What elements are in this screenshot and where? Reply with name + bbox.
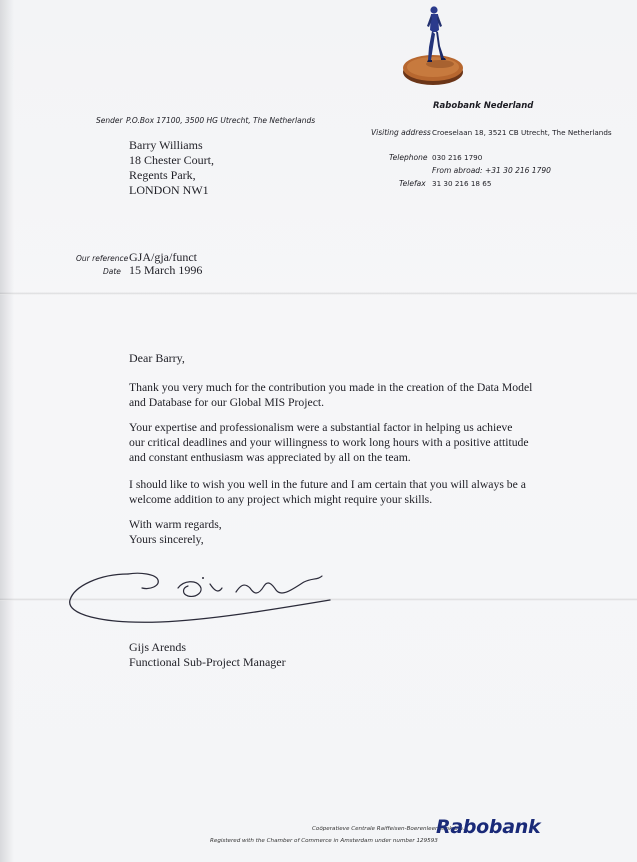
paragraph-line: and Database for our Global MIS Project. (129, 396, 325, 409)
paragraph-line: I should like to wish you well in the future and I am certain that you will always be a (129, 478, 526, 491)
paragraph-line: Your expertise and professionalism were a substantial factor in helping us achieve (129, 421, 513, 434)
recipient-address-line: 18 Chester Court, (129, 153, 214, 167)
visiting-address-label: Visiting address (371, 128, 431, 137)
paragraph-line: welcome addition to any project which might require your skills. (129, 493, 433, 506)
signatory-name: Gijs Arends (129, 640, 186, 654)
recipient-city: LONDON NW1 (129, 183, 209, 197)
date-label: Date (103, 267, 121, 276)
paragraph-3 (129, 477, 599, 507)
closing-line: Yours sincerely, (129, 533, 204, 546)
footer-registration: Registered with the Chamber of Commerce in Amsterdam under number 129593 (210, 838, 438, 844)
paragraph-1 (129, 380, 599, 410)
our-reference-label: Our reference (76, 254, 129, 263)
paragraph-line: our critical deadlines and your willingness to work long hours with a positive attitude (129, 436, 529, 449)
closing (129, 517, 599, 547)
telefax-label: Telefax (399, 179, 426, 188)
paragraph-line: and constant enthusiasm was appreciated by all on the team. (129, 451, 411, 464)
telephone-label: Telephone (389, 153, 428, 162)
recipient-name: Barry Williams (129, 138, 203, 152)
telephone-abroad: From abroad: +31 30 216 1790 (432, 166, 551, 175)
date-value: 15 March 1996 (129, 263, 203, 277)
fold-line-upper (0, 292, 637, 295)
paragraph-2 (129, 420, 599, 465)
rabobank-sculpture-logo (398, 2, 470, 90)
telephone-number: 030 216 1790 (432, 153, 483, 162)
bank-name: Rabobank Nederland (433, 101, 534, 111)
telefax-number: 31 30 216 18 65 (432, 179, 492, 188)
signatory-title: Functional Sub-Project Manager (129, 655, 286, 669)
handwritten-signature (60, 560, 340, 630)
footer-rabobank-logo: Rabobank (436, 816, 541, 838)
sender-label: Sender (96, 116, 123, 125)
sender-address: P.O.Box 17100, 3500 HG Utrecht, The Netherlands (126, 116, 316, 125)
our-reference-value: GJA/gja/funct (129, 250, 197, 264)
closing-line: With warm regards, (129, 518, 222, 531)
paragraph-line: Thank you very much for the contribution you made in the creation of the Data Model (129, 381, 533, 394)
recipient-address-line: Regents Park, (129, 168, 196, 182)
visiting-address: Croeselaan 18, 3521 CB Utrecht, The Netherlands (432, 128, 612, 137)
salutation: Dear Barry, (129, 351, 185, 365)
footer-legal-name: Coöperatieve Centrale Raiffeisen-Boerenleenbank b.a. (312, 826, 465, 832)
page-edge-shadow (0, 0, 14, 862)
